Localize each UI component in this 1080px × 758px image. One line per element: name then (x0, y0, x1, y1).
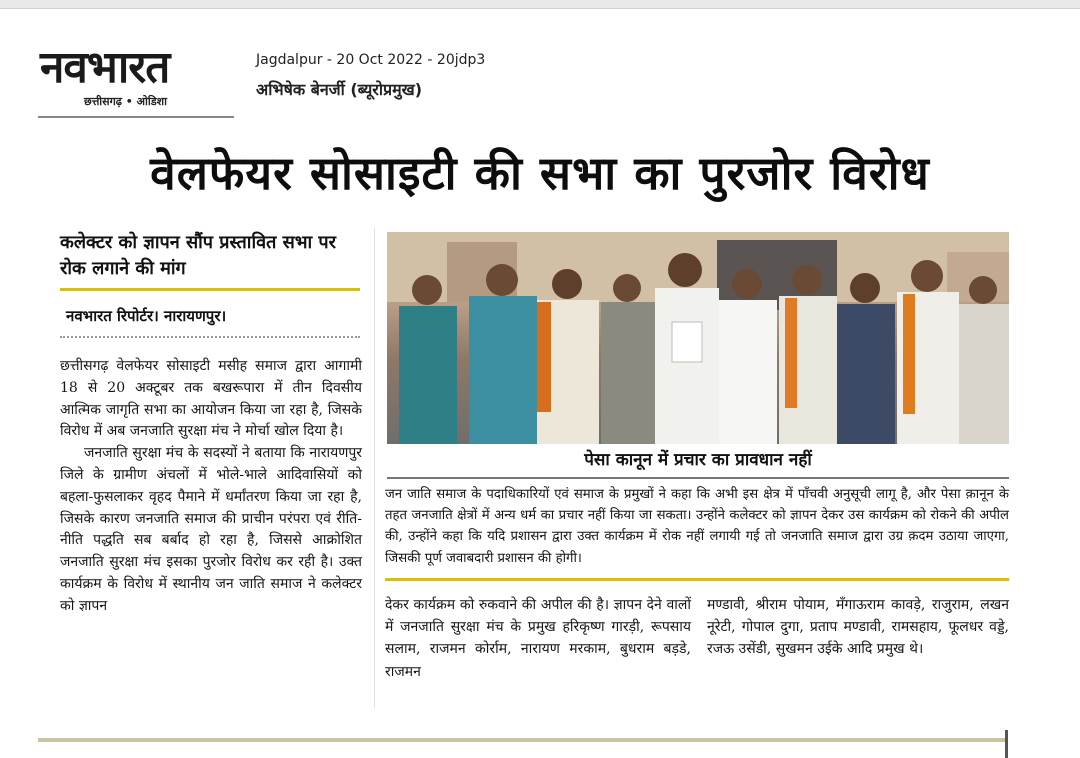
page-bottom-rule (38, 738, 1008, 742)
caption-rule (387, 477, 1009, 479)
middle-column: देकर कार्यक्रम को रुकवाने की अपील की है। ज्ञापन देने वालों में जनजाति सुरक्षा मंच के प्रमुख हरिकृष्ण गारड़ी, रूपसाय सलाम, राजमन कोर्राम, नारायण मरकाम, बुधराम बड़डे, राजमन (385, 597, 691, 680)
masthead-rule (38, 116, 234, 118)
newspaper-masthead (40, 44, 240, 118)
article-headline: वेलफेयर सोसाइटी की सभा का पुरजोर विरोध (150, 146, 930, 200)
reporter-credit: नवभारत रिपोर्टर। नारायणपुर। (66, 307, 227, 325)
masthead-title: नवभारत (40, 42, 170, 93)
photo-caption: पेसा कानून में प्रचार का प्रावधान नहीं (584, 450, 812, 470)
byline: अभिषेक बेनर्जी (ब्यूरोप्रमुख) (256, 80, 423, 99)
window-top-strip (0, 0, 1080, 9)
news-photo (387, 232, 1009, 444)
reporter-divider (60, 336, 360, 338)
article-subhead: कलेक्टर को ज्ञापन सौंप प्रस्तावित सभा पर रोक लगाने की मांग (60, 232, 336, 279)
group-photo-illustration (387, 232, 1009, 444)
column-divider (374, 228, 375, 708)
masthead-subtitle: छत्तीसगढ़ • ओडिशा (84, 95, 167, 108)
subhead-rule (60, 288, 360, 291)
left-paragraph-2: जनजाति सुरक्षा मंच के सदस्यों ने बताया कि नारायणपुर जिले के ग्रामीण अंचलों में भोले-भाले आदिवासियों को बहला-फुसलाकर वृहद पैमाने में धर्मांतरण किया जा रहा है, जिसके कारण जनजाति समाज की प्राचीन परंपरा एवं रीति-नीति पद्धति सब बर्बाद हो रहा है, जिससे आक्रोशित जनजाति सुरक्षा मंच इसका पुरजोर विरोध कर रही है। उक्त कार्यक्रम के विरोध में स्थानीय जन जाति समाज ने कलेक्टर को ज्ञापन (60, 445, 362, 614)
left-paragraph-1: छत्तीसगढ़ वेलफेयर सोसाइटी मसीह समाज द्वारा आगामी 18 से 20 अक्टूबर तक बखरूपारा में तीन दिवसीय आत्मिक जागृति सभा का आयोजन किया जा रहा है, जिसके विरोध में अब जनजाति सुरक्षा मंच ने मोर्चा खोल दिया है। (60, 358, 362, 440)
left-column (60, 356, 362, 618)
right-column: मण्डावी, श्रीराम पोयाम, मँगाऊराम कावड़े, राजुराम, लखन नूरेटी, गोपाल दुगा, प्रताप मण्डावी, रामसहाय, फूलधर वड्डे, रजऊ उसेंडी, सुखमन उईके आदि प्रमुख थे। (707, 597, 1009, 658)
section-rule (385, 578, 1009, 581)
page-corner-mark (1005, 730, 1008, 758)
wide-paragraph: जन जाति समाज के पदाधिकारियों एवं समाज के प्रमुखों ने कहा कि अभी इस क्षेत्र में पाँचवी अनुसूची लागू है, और पेसा क़ानून के तहत जनजाति क्षेत्रों में अन्य धर्म का प्रचार नहीं किया जा सकता। उन्होंने कलेक्टर को ज्ञापन देकर उस कार्यक्रम को रोकने की अपील की, उन्होंने कहा कि यदि प्रशासन द्वारा उक्त कार्यक्रम में रोक नहीं लगायी गई तो जनजाति समाज द्वारा उग्र क़दम उठाया जाएगा, जिसकी पूर्ण जवाबदारी प्रशासन की होगी। (385, 487, 1009, 566)
dateline: Jagdalpur - 20 Oct 2022 - 20jdp3 (256, 52, 486, 68)
